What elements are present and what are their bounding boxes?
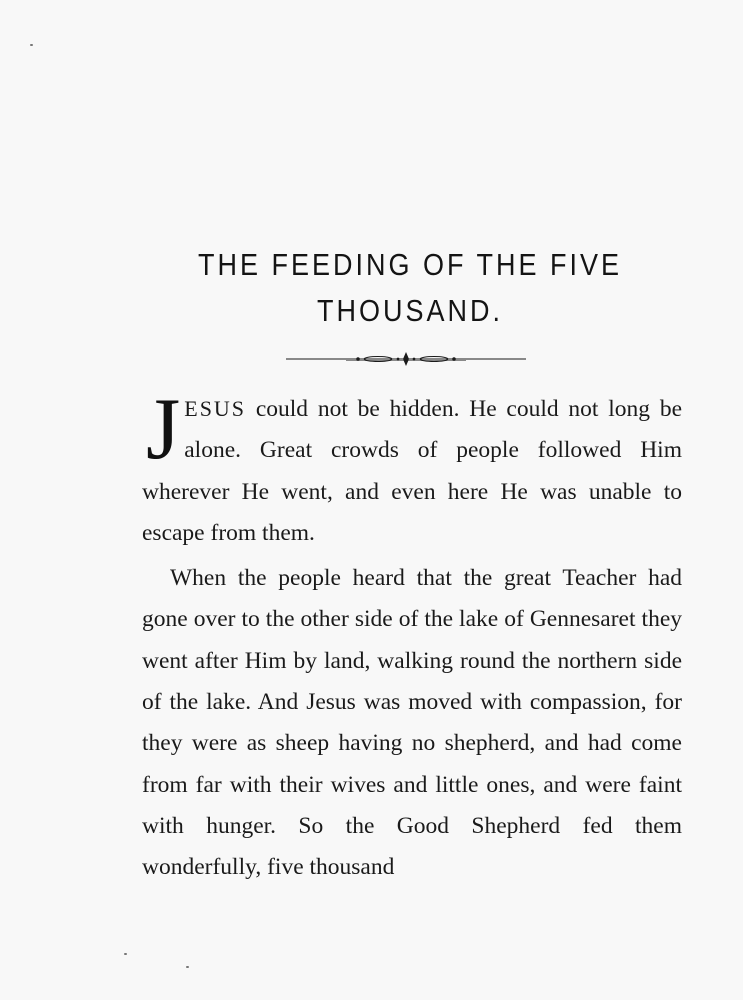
lead-word: ESUS [184, 396, 247, 421]
print-speck [124, 953, 127, 955]
paragraph-2: When the people heard that the great Teacher had gone over to the other side of the lake of Gennesaret they went after Him by land, walking round the northern side of the lake. And Jesus was moved with compassion, for they were as sheep having no shepherd, and had come from far with their wives and little ones, and were faint with hunger. So the Good Shepherd fed them wonderfully, five thousand [142, 565, 682, 881]
chapter-title-line-1: THE FEEDING OF THE FIVE [197, 248, 623, 282]
paragraph-1-text: could not be hidden. He could not long be alone. Great crowds of people followed Him wherever He went, and even here He was unable to escape from them. [142, 396, 682, 546]
print-speck [30, 44, 33, 46]
chapter-title-line-2: THOUSAND. [316, 294, 503, 328]
print-speck [186, 966, 189, 968]
ornamental-rule-icon [286, 349, 526, 369]
chapter-body [142, 381, 682, 889]
drop-cap: J [146, 381, 181, 478]
paragraph-1 [142, 381, 682, 554]
